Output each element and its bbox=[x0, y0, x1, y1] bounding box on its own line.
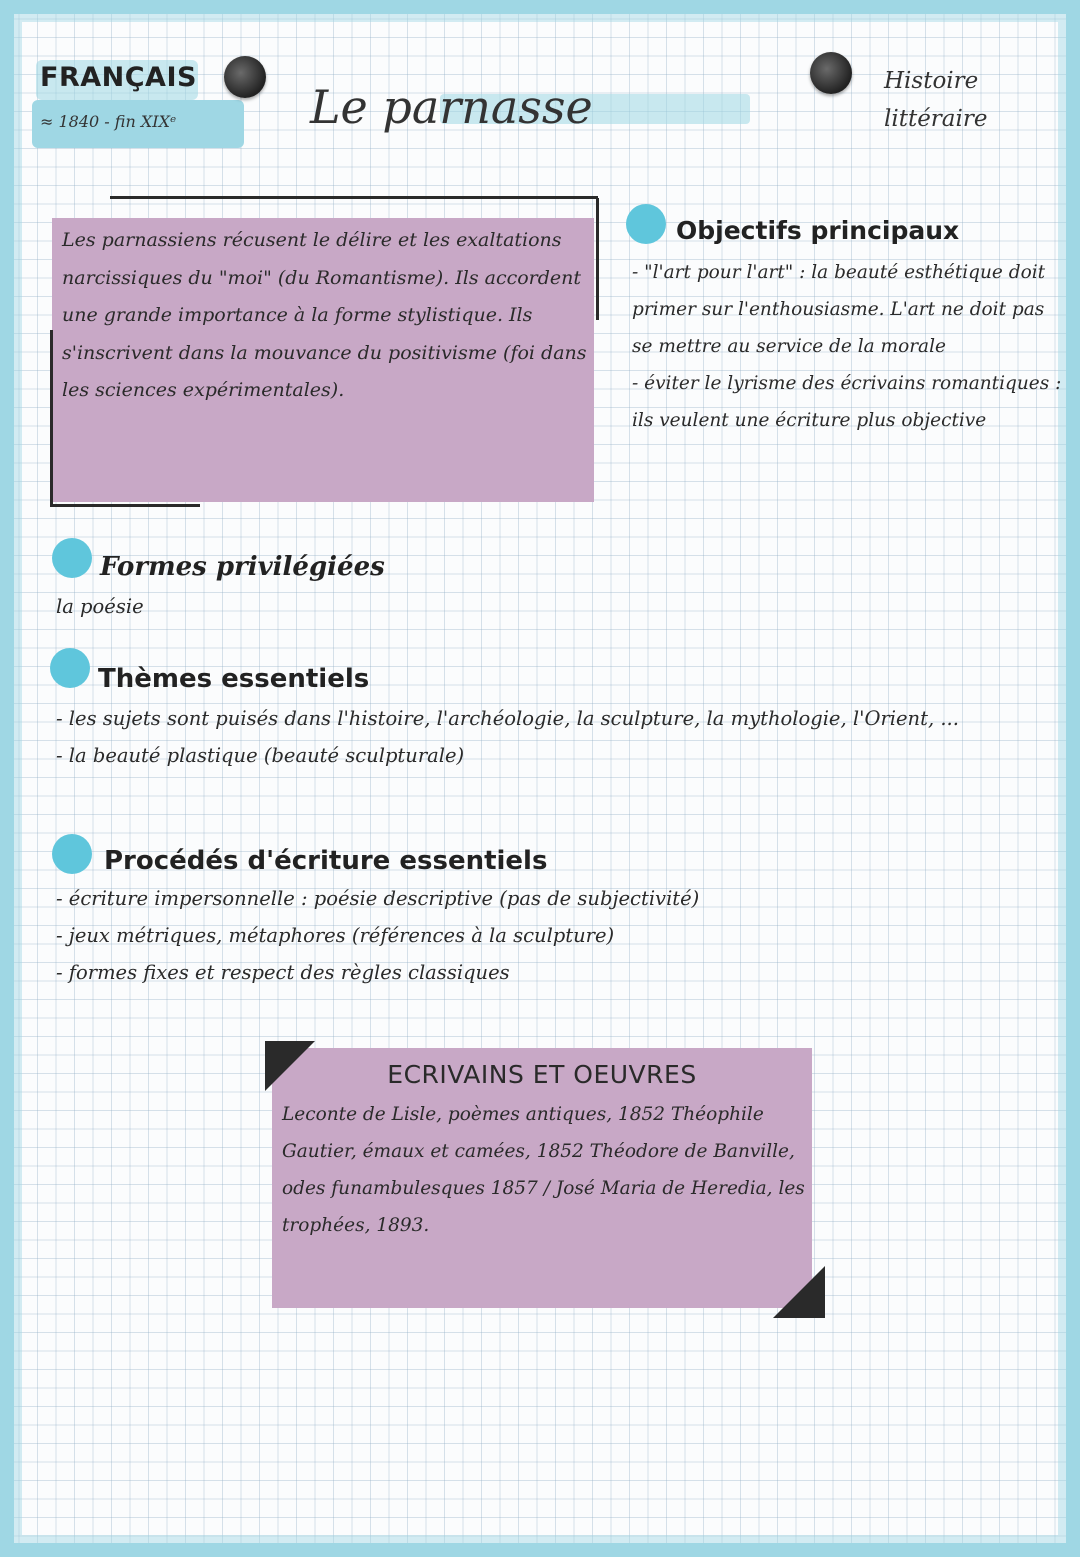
subject-label: FRANÇAIS bbox=[40, 62, 197, 93]
page-title: Le parnasse bbox=[310, 80, 593, 134]
works-corner-bottom-right-icon bbox=[773, 1266, 825, 1318]
themes-item-2: - la beauté plastique (beauté sculpturale) bbox=[56, 744, 465, 767]
intro-frame-right bbox=[596, 198, 599, 320]
forms-bullet-icon bbox=[52, 538, 92, 578]
objectives-item-1: - "l'art pour l'art" : la beauté esthétique doit primer sur l'enthousiasme. L'art ne doit pas se mettre au service de la morale bbox=[632, 262, 1046, 357]
themes-bullet-icon bbox=[50, 648, 90, 688]
forms-title: Formes privilégiées bbox=[100, 552, 385, 582]
objectives-bullet-icon bbox=[626, 204, 666, 244]
objectives-item-2: - éviter le lyrisme des écrivains romantiques : ils veulent une écriture plus objective bbox=[632, 373, 1062, 431]
processes-item-3: - formes fixes et respect des règles classiques bbox=[56, 961, 510, 984]
intro-frame-left bbox=[50, 330, 53, 506]
period-label: ≈ 1840 - fin XIXᵉ bbox=[40, 112, 177, 131]
processes-item-2: - jeux métriques, métaphores (références à la sculpture) bbox=[56, 924, 615, 947]
punch-hole-right-icon bbox=[810, 52, 852, 94]
intro-frame-bottom bbox=[50, 504, 200, 507]
themes-item-1: - les sujets sont puisés dans l'histoire, l'archéologie, la sculpture, la mythologie, l'Orient, ... bbox=[56, 707, 959, 730]
objectives-title: Objectifs principaux bbox=[676, 216, 960, 245]
forms-text: la poésie bbox=[56, 595, 144, 618]
punch-hole-left-icon bbox=[224, 56, 266, 98]
themes-title: Thèmes essentiels bbox=[98, 664, 370, 694]
processes-list bbox=[56, 880, 1016, 991]
themes-list bbox=[56, 700, 1016, 774]
works-title: ECRIVAINS ET OEUVRES bbox=[387, 1060, 697, 1089]
processes-bullet-icon bbox=[52, 834, 92, 874]
category-line-2: littéraire bbox=[884, 106, 988, 132]
processes-item-1: - écriture impersonnelle : poésie descriptive (pas de subjectivité) bbox=[56, 887, 700, 910]
intro-text: Les parnassiens récusent le délire et les exaltations narcissiques du "moi" (du Romantisme). Ils accordent une grande importance à la forme stylistique. Ils s'inscrivent dans la mouvance du positivisme (foi dans les sciences expérimentales). bbox=[62, 229, 587, 401]
page-title-wrap bbox=[310, 80, 770, 140]
intro-frame-top bbox=[110, 196, 598, 199]
processes-title: Procédés d'écriture essentiels bbox=[104, 846, 548, 876]
works-text: Leconte de Lisle, poèmes antiques, 1852 Théophile Gautier, émaux et camées, 1852 Théodore de Banville, odes funambulesques 1857 / José Maria de Heredia, les trophées, 1893. bbox=[282, 1104, 805, 1236]
category-label bbox=[884, 62, 987, 138]
category-line-1: Histoire bbox=[884, 68, 979, 94]
objectives-list bbox=[632, 254, 1068, 439]
